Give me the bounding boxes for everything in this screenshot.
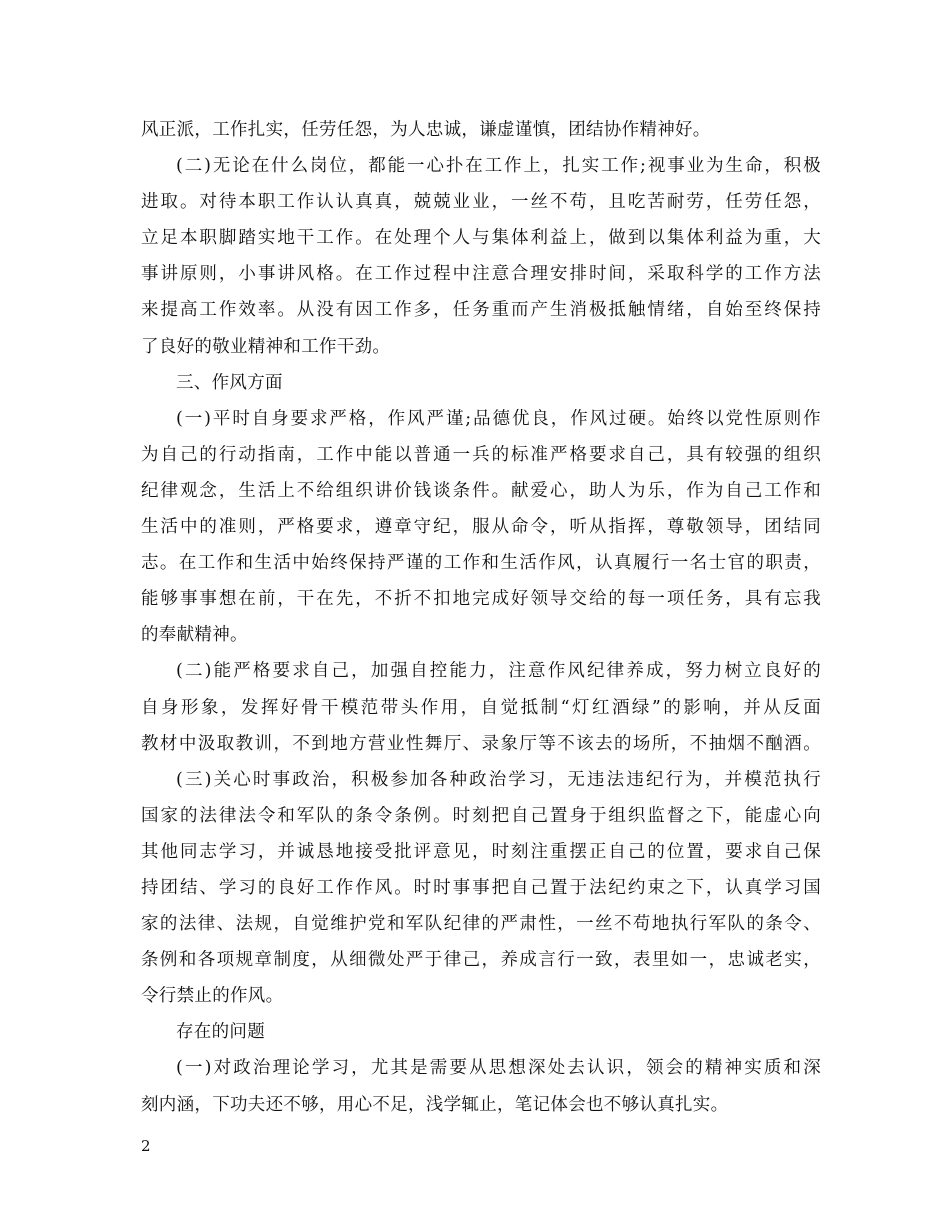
document-body [141,112,821,1123]
text-line: 刻内涵，下功夫还不够，用心不足，浅学辄止，笔记体会也不够认真扎实。 [141,1094,729,1115]
text-line: 来提高工作效率。从没有因工作多，任务重而产生消极抵触情绪，自始至终保持 [141,300,821,321]
page-number: 2 [141,1137,151,1155]
text-line: 进取。对待本职工作认认真真，兢兢业业，一丝不苟，且吃苦耐劳，任劳任怨， [141,192,821,213]
text-line: 三、作风方面 [176,372,283,393]
text-line: (二)无论在什么岗位，都能一心扑在工作上，扎实工作;视事业为生命，积极 [176,156,821,177]
text-line: 生活中的准则，严格要求，遵章守纪，服从命令，听从指挥，尊敬领导，团结同 [141,517,821,538]
text-line: 家的法律、法规，自觉维护党和军队纪律的严肃性，一丝不苟地执行军队的条令、 [141,914,821,935]
text-line: 国家的法律法令和军队的条令条例。时刻把自己置身于组织监督之下，能虚心向 [141,805,821,826]
text-line: 风正派，工作扎实，任劳任怨，为人忠诚，谦虚谨慎，团结协作精神好。 [141,120,711,140]
text-line: 教材中汲取教训，不到地方营业性舞厅、录象厅等不该去的场所，不抽烟不酗酒。 [141,733,821,754]
text-line: 令行禁止的作风。 [141,986,284,1007]
text-line: 纪律观念，生活上不给组织讲价钱谈条件。献爱心，助人为乐，作为自己工作和 [141,480,821,501]
text-line: 的奉献精神。 [141,625,248,646]
text-line: 志。在工作和生活中始终保持严谨的工作和生活作风，认真履行一名士官的职责， [141,553,821,574]
text-line: 能够事事想在前，干在先，不折不扣地完成好领导交给的每一项任务，具有忘我 [141,589,821,610]
text-line: 存在的问题 [176,1022,265,1043]
text-line: (一)对政治理论学习，尤其是需要从思想深处去认识，领会的精神实质和深 [176,1058,821,1079]
text-line: (二)能严格要求自己，加强自控能力，注意作风纪律养成，努力树立良好的 [176,661,821,682]
text-line: (三)关心时事政治，积极参加各种政治学习，无违法违纪行为，并模范执行 [176,769,821,790]
text-line: (一)平时自身要求严格，作风严谨;品德优良，作风过硬。始终以党性原则作 [176,408,821,429]
text-line: 事讲原则，小事讲风格。在工作过程中注意合理安排时间，采取科学的工作方法 [141,264,821,285]
text-line: 自身形象，发挥好骨干模范带头作用，自觉抵制“灯红酒绿”的影响，并从反面 [141,697,821,718]
text-line: 其他同志学习，并诚恳地接受批评意见，时刻注重摆正自己的位置，要求自己保 [141,841,821,862]
text-line: 了良好的敬业精神和工作干劲。 [141,336,391,357]
text-line: 条例和各项规章制度，从细微处严于律己，养成言行一致，表里如一，忠诚老实， [141,950,821,971]
text-line: 为自己的行动指南，工作中能以普通一兵的标准严格要求自己，具有较强的组织 [141,444,821,465]
text-line: 持团结、学习的良好工作作风。时时事事把自己置于法纪约束之下，认真学习国 [141,877,821,898]
text-line: 立足本职脚踏实地干工作。在处理个人与集体利益上，做到以集体利益为重，大 [141,228,821,249]
